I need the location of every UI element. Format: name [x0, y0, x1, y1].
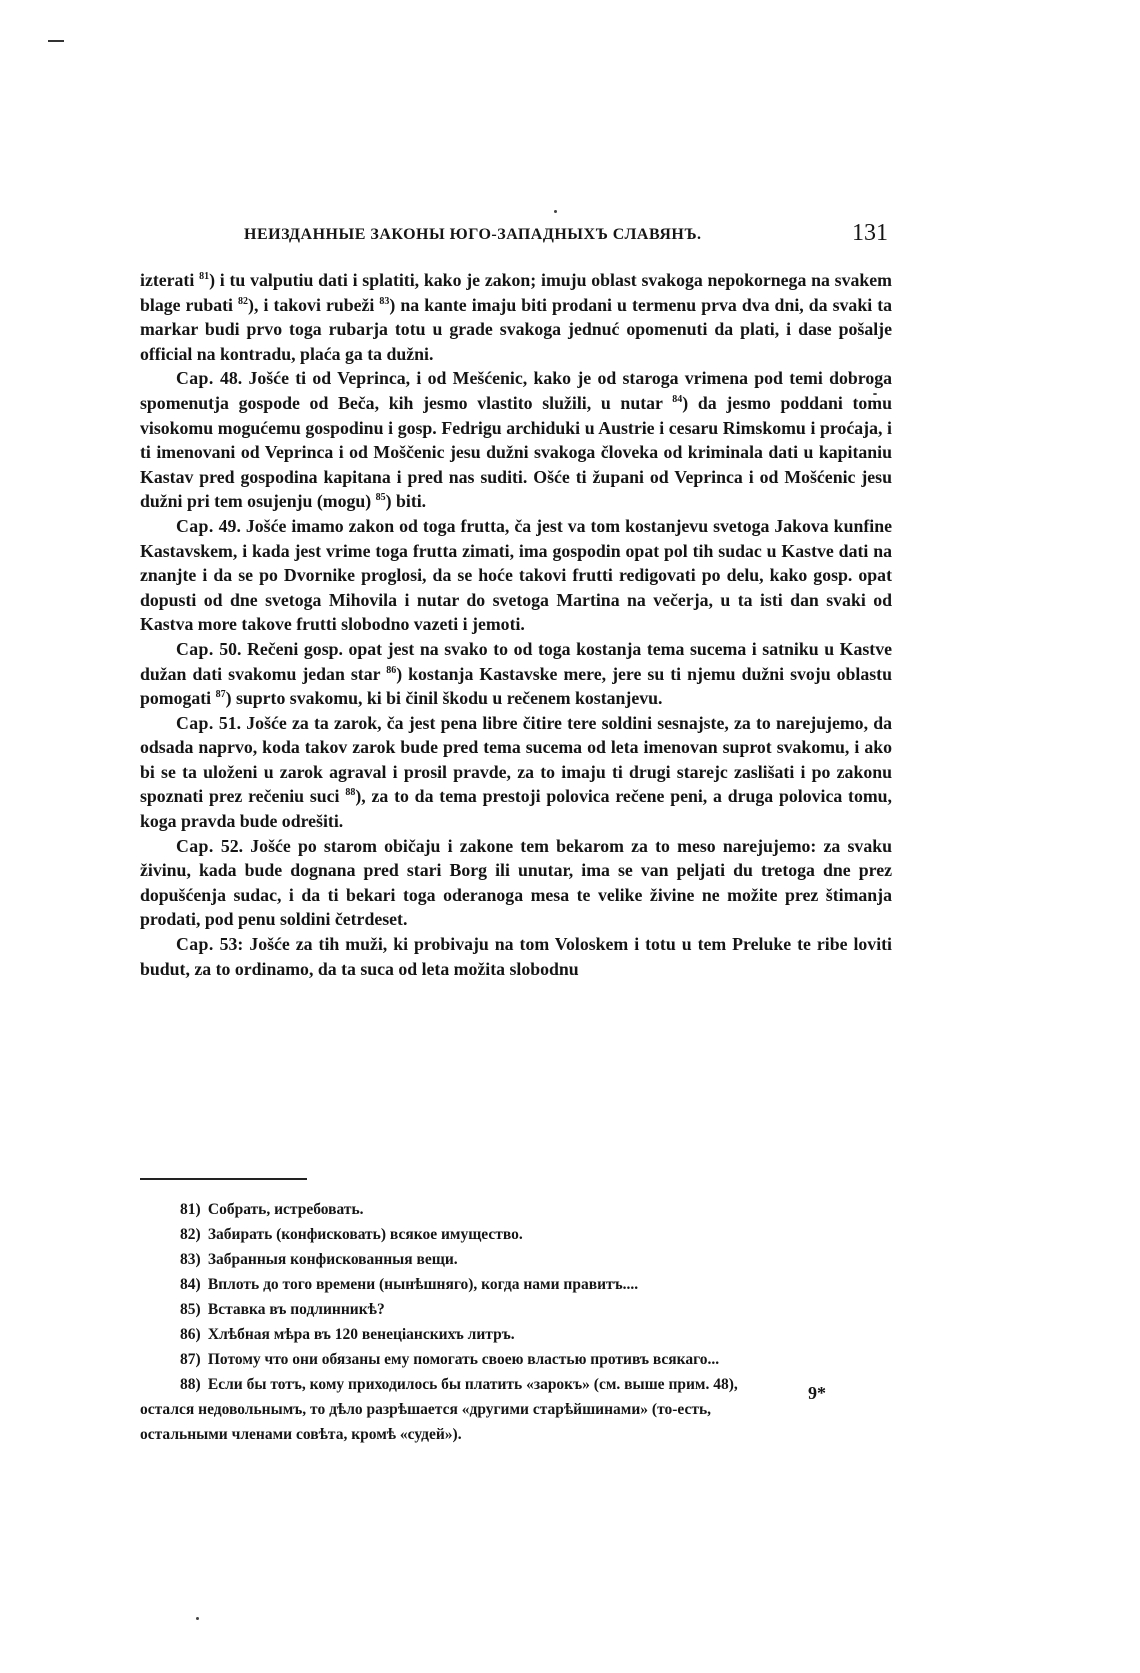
chapter-label: Cap.	[176, 712, 214, 733]
footnote	[140, 1347, 892, 1372]
text-run: ), i takovi rubeži	[248, 294, 380, 315]
paragraph	[140, 637, 892, 711]
footnote-ref: 87	[215, 689, 226, 701]
footnote-text: остался недовольнымъ, то дѣло разрѣшается «другими старѣйшинами» (то-есть,	[140, 1401, 712, 1418]
footnote-mark: 84)	[180, 1276, 201, 1293]
footnote-divider	[140, 1178, 307, 1180]
page-header	[140, 222, 892, 250]
chapter-label: Cap.	[176, 368, 214, 389]
running-title: НЕИЗДАННЫЕ ЗАКОНЫ ЮГО-ЗАПАДНЫХЪ СЛАВЯНЪ.	[244, 226, 702, 243]
footnote-text: Забирать (конфисковать) всякое имущество.	[207, 1226, 523, 1243]
text-run: izterati	[140, 270, 200, 290]
footnote	[140, 1372, 892, 1397]
text-run: ) i tu valputiu dati i splatiti, kako je zakon; imuju oblast svakoga nepokornega na svakem blage rubati	[140, 270, 892, 315]
footnotes	[140, 1197, 892, 1447]
paragraph	[140, 711, 892, 834]
footnote	[140, 1247, 892, 1272]
text-run: 52. Jošće po starom običaju i zakone tem bekarom za to meso narejujemo: za svaku živinu, kada bude dognana pred stari Borg ili unutar, ima se van peljati du tretoga dne prez dopušćenja sudac, i da ti bekari toga oderanoga mesa te velike živine ne možite prez štimanja prodati, pod penu soldini četrdeset.	[140, 835, 892, 930]
footnote-mark: 81)	[180, 1201, 201, 1218]
text-run: 51. Jošće za ta zarok, ča jest pena libre čitire tere soldini sesnajste, za to narejujemo, da odsada naprvo, koda takov zarok bude pred tema sucema od leta imenovan suprot svakomu, i ako bi se ta uloženi u zarok agraval i prosil pravde, za to imaju ti drugi starejc zaslišati i po zakonu spoznati prez rečeniu suci	[140, 712, 892, 807]
text-run: 50. Rečeni gosp. opat jest na svako to od toga kostanja tema sucema i satniku u Kastve dužan dati svakomu jedan star	[140, 638, 892, 684]
footnote-ref: 83	[379, 295, 390, 307]
text-run: 48. Jošće ti od Veprinca, i od Mešćenic, kako je od staroga vrimena pod temi dobroga spomenutja gospode od Beča, kih jesmo vlastito služili, u nutar	[140, 368, 892, 413]
text-run: 49. Jošće imamo zakon od toga frutta, ča jest va tom kostanjevu svetoga Jakova kunfine Kastavskem, i kada jest vrime toga frutta zimati, ima gospodin opat pol tih sudac u Kastve dati na znanjte i da se po Dvornike proglosi, da se hoće takovi frutti redigovati po delu, kako gosp. opat dopusti od dne svetoga Mihovila i nutar do svetoga Martina na večerja, u ta isti dan svaki od Kastva more takove frutti slobodno vazeti i jemoti.	[140, 515, 892, 635]
page-number: 131	[852, 220, 888, 246]
paragraph	[140, 366, 892, 514]
footnote-text: Собрать, истребовать.	[207, 1201, 364, 1218]
footnote-ref: 86	[386, 664, 397, 676]
footnote-mark: 83)	[180, 1251, 201, 1268]
footnote-ref: 84	[672, 394, 683, 406]
footnote	[140, 1397, 892, 1422]
footnote-ref: 88	[345, 787, 356, 799]
footnote-mark: 88)	[180, 1376, 201, 1393]
footnote-text: Вплоть до того времени (нынѣшняго), когда нами правитъ....	[207, 1276, 639, 1293]
footnote-text: Забранныя конфискованныя вещи.	[207, 1251, 458, 1268]
footnote-mark: 86)	[180, 1326, 201, 1343]
footnote-mark: 85)	[180, 1301, 201, 1318]
footnote-text: Потому что они обязаны ему помогать своею властью противъ всякаго...	[207, 1351, 720, 1368]
footnote	[140, 1422, 892, 1447]
chapter-label: Cap.	[176, 835, 214, 856]
footnote	[140, 1222, 892, 1247]
paragraph	[140, 834, 892, 932]
text-run: ) na kante imaju biti prodani u termenu prva dva dni, da svaki ta markar budi prvo toga rubarja totu u grade svakoga jednuć opomenuti da plati, i dase pošalje official na kontradu, plaća ga ta dužni.	[140, 294, 893, 364]
paragraph	[140, 932, 892, 981]
text-run: ), za to da tema prestoji polovica rečene peni, a druga polovica tomu, koga pravda bude odrešiti.	[140, 786, 892, 832]
body-text	[140, 268, 892, 981]
footnote-text: Если бы тотъ, кому приходилось бы платить «зарокъ» (см. выше прим. 48),	[207, 1376, 738, 1393]
text-run: 53: Jošće za tih muži, ki probivaju na tom Voloskem i totu u tem Preluke te ribe loviti budut, za to ordinamo, da ta suca od leta možita slobodnu	[140, 934, 892, 979]
text-run: ) da jesmo poddani tomu visokomu mogućemu gospodinu i gosp. Fedrigu archiduki u Austrie i cesaru Rimskomu i proćaja, i ti imenovani od Veprinca i od Moščenic jesu dužni svakoga človeka od kriminala dati u kapitaniu Kastav pred gospodina kapitana i pred nas suditi. Ošće ti župani od Veprinca i od Mošćenic jesu dužni pri tem osujenju (mogu)	[140, 392, 892, 512]
footnote-mark: 87)	[180, 1351, 201, 1368]
footnote	[140, 1197, 892, 1222]
footnote	[140, 1272, 892, 1297]
footnote-text: Вставка въ подлинникѣ?	[207, 1301, 385, 1318]
footnote	[140, 1322, 892, 1347]
signature-mark: 9*	[808, 1383, 826, 1403]
footnote-ref: 85	[375, 492, 386, 504]
ink-speck	[554, 210, 557, 213]
footnote-ref: 82	[238, 295, 249, 307]
paragraph	[140, 514, 892, 637]
text-run: ) suprto svakomu, ki bi činil škodu u rečenem kostanjevu.	[225, 688, 663, 709]
footnote-text: остальными членами совѣта, кромѣ «судей»).	[140, 1426, 462, 1443]
footnote-mark: 82)	[180, 1226, 201, 1243]
chapter-label: Cap.	[176, 515, 214, 536]
footnote	[140, 1297, 892, 1322]
footnote-text: Хлѣбная мѣра въ 120 венеціанскихъ литръ.	[207, 1326, 515, 1343]
text-run: ) biti.	[385, 491, 427, 512]
chapter-label: Cap.	[176, 934, 214, 955]
footnote-ref: 81	[199, 271, 210, 283]
text-run: ) kostanja Kastavske mere, jere su ti njemu dužni svoju oblastu pomogati	[140, 663, 892, 709]
chapter-label: Cap.	[176, 638, 214, 659]
paragraph	[140, 268, 892, 366]
ink-speck	[196, 1617, 199, 1620]
corner-mark	[48, 40, 64, 42]
